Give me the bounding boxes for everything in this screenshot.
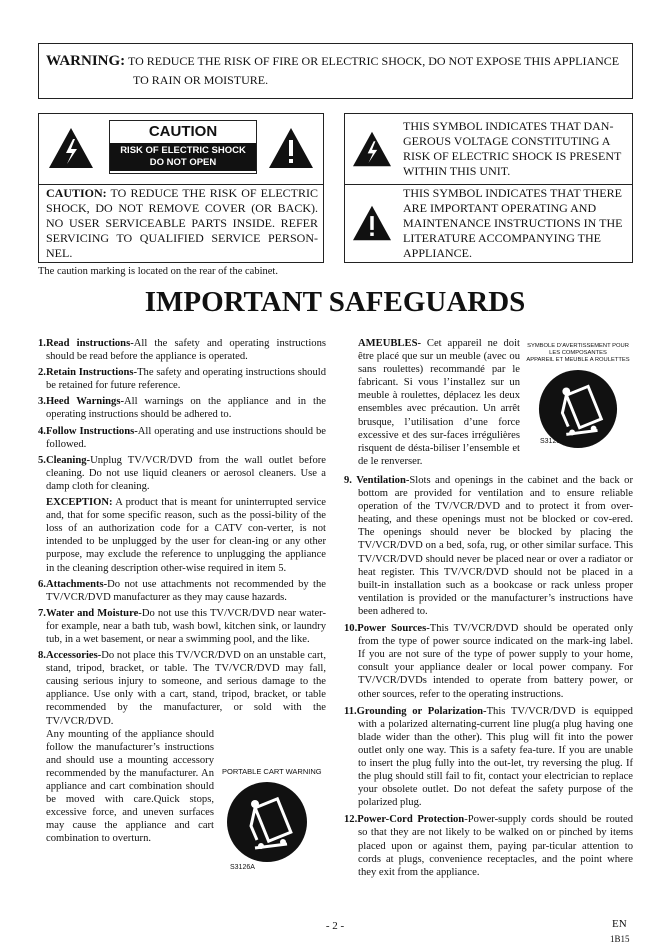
exclaim-symbol-text: THIS SYMBOL INDICATES THAT THERE ARE IMPORTANT OPERATING AND MAINTENANCE INSTRUCTIONS IN THE LITERATURE ACCOMPANYING THE APPLIANCE. (403, 186, 623, 260)
model-code: 1B15 (610, 934, 630, 944)
item-8-text: Do not place this TV/VCR/DVD on an unstable cart, stand, tripod, bracket, or table. The TV/VCR/DVD may fall, causing serious injury to someone, and serious damage to the appliance. Use only with a cart, stand, tripod, bracket, or table recommended by the manufacturer, or sold with the TV/VCR/DVD. (46, 650, 326, 727)
safeguard-item-head: 6.Attachments- (38, 578, 108, 590)
french-symbol-label-3: APPAREIL ET MEUBLE A ROULETTES (526, 357, 630, 363)
warning-text-line2: TO RAIN OR MOISTURE. (133, 73, 269, 87)
caution-subtitle-band (110, 143, 256, 171)
caution-title: CAUTION (148, 123, 218, 140)
safeguard-item-text: This TV/VCR/DVD should be operated only from the type of power source indicated on the mark-ing label. If you are not sure of the type of power supply to your home, consult your appliance dealer or local power company. For TV/VCR/DVDs intended to operate from battery power, or other sources, refer to the operating instructions. (358, 623, 633, 700)
caution-marking-note: The caution marking is located on the rear of the cabinet. (38, 266, 278, 277)
exclamation-symbol-icon (351, 204, 393, 242)
lightning-bolt-symbol-icon (351, 130, 393, 168)
item-8-head: 8.Accessories- (38, 650, 102, 662)
page-title: IMPORTANT SAFEGUARDS (144, 286, 526, 318)
safeguard-item-text: All the safety and operating instructions should be read before the appliance is operated. (46, 338, 326, 363)
safeguard-item-9 (344, 474, 633, 618)
bolt-symbol-text: THIS SYMBOL INDICATES THAT DAN-GEROUS VOLTAGE CONSTITUTING A RISK OF ELECTRIC SHOCK IS PRESENT WITHIN THIS UNIT. (403, 119, 622, 178)
safeguard-item-12 (344, 813, 633, 878)
caution-box (38, 113, 324, 263)
warning-box (38, 43, 633, 99)
safeguard-item-5 (38, 454, 326, 493)
exception-text: A product that is meant for uninterrupted service and, that for some specific reason, such as the possi-bility of the loss of an authorization code for a CATV con-verter, is not intended to be unplugged by the user for clean-ing or any other purpose, may exclude the reference to unplugging the appliance in the cleaning description other-wise required in item 5. (46, 497, 326, 574)
safeguard-item-head: 9. Ventilation- (344, 475, 410, 486)
french-head: AMEUBLES- (358, 338, 421, 349)
caution-label-box (109, 120, 257, 174)
safeguard-item-text: All warnings on the appliance and in the operating instructions should be adhered to. (46, 396, 326, 421)
safeguard-item-head: 7.Water and Moisture- (38, 607, 142, 619)
french-paragraph (358, 337, 520, 468)
safeguard-item-10 (344, 622, 633, 701)
french-symbol-label (522, 343, 634, 364)
safeguard-item-head: 1.Read instructions- (38, 338, 134, 349)
safeguard-item-text: Do not use attachments not recommended by the TV/VCR/DVD manufacturer as they may cause hazards. (46, 578, 326, 603)
caution-text: TO REDUCE THE RISK OF ELECTRIC SHOCK, DO NOT REMOVE COVER (OR BACK). NO USER SERVICEABLE PARTS INSIDE. REFER SERVICING TO QUALIFIED SERVICE PERSON-NEL. (46, 186, 318, 260)
french-symbol-label-1: SYMBOLE D’AVERTISSEMENT POUR (527, 343, 629, 349)
lightning-bolt-warning-icon (47, 126, 95, 170)
safeguard-item-4 (38, 425, 326, 451)
safeguard-item-text: All operating and use instructions should be followed. (46, 425, 326, 450)
safeguard-item-text: Do not use this TV/VCR/DVD near water-for example, near a bath tub, wash bowl, kitchen sink, or laundry tub, in a wet basement, or near a swimming pool, and the like. (46, 607, 326, 645)
safeguard-item-1 (38, 337, 326, 363)
french-symbol-label-2: LES COMPOSANTES (549, 350, 607, 356)
right-column (344, 474, 633, 883)
caution-header (39, 114, 323, 185)
safeguard-item-text: Unplug TV/VCR/DVD from the wall outlet before cleaning. Do not use liquid cleaners or aerosol cleaners. Use a damp cloth for cleaning. (46, 454, 326, 492)
warning-label: WARNING: (46, 53, 126, 69)
item-8-narrow-text: Any mounting of the appliance should follow the manufacturer’s instructions and should use a mounting accessory recommended by the manufacturer. An appliance and cart combination should be moved with care.Quick stops, excessive force, and uneven surfaces may cause the appliance and cart combination to overturn. (46, 728, 214, 845)
safeguard-item-text: The safety and operating instructions should be retained for future reference. (46, 367, 326, 392)
safeguard-item-head: 11.Grounding or Polarization- (344, 705, 487, 717)
caution-subtitle-2: DO NOT OPEN (149, 157, 217, 168)
safeguard-item-7 (38, 607, 326, 646)
page-number: - 2 - (325, 920, 345, 932)
exclamation-warning-icon (267, 126, 315, 170)
symbols-box (344, 113, 633, 263)
caution-text-label: CAUTION: (46, 186, 107, 200)
safeguard-item-head: 3.Heed Warnings- (38, 396, 124, 408)
language-code: EN (612, 918, 627, 930)
portable-cart-warning-label: PORTABLE CART WARNING (222, 767, 322, 776)
safeguard-item-text: This TV/VCR/DVD is equipped with a polarized alternating-current line plug(a plug having one blade wider than the other). This plug will fit into the power outlet only one way. This is a safety fea-ture. If you are unable to insert the plug fully into the out-let, try reversing the plug. If the plug should still fail to fit, contact your electrician to replace your obsolete outlet. Do not defeat the safety purpose of the polarized plug. (358, 705, 633, 809)
safeguard-item-head: 12.Power-Cord Protection (344, 814, 465, 826)
safeguard-item-text: -Power-supply cords should be routed so that they are not likely to be walked on or pinched by items placed upon or against them, paying par-ticular attention to cords at plugs, convenience receptacles, and the point where they exit from the appliance. (358, 814, 633, 878)
warning-text-line1: TO REDUCE THE RISK OF FIRE OR ELECTRIC SHOCK, DO NOT EXPOSE THIS APPLIANCE (127, 54, 620, 68)
french-text: Cet appareil ne doit être placé que sur un meuble (avec ou sans roulettes) recommandé par le fabricant. Si vous l’installez sur un meuble à roulettes, déplacez les deux ensembles avec précaution. Un arrêt brusque, l’utilisation d’une force excessive et des sur-faces irrégulières risquent de désta-biliser l’ensemble et de le renverser. (358, 338, 520, 467)
safeguard-item-text: Slots and openings in the cabinet and the back or bottom are provided for ventilation and to ensure reliable operation of the TV/VCR/DVD and to protect it from over-heating, and these openings must not be blocked or cov-ered. The openings should never be blocked by placing the TV/VCR/DVD on a bed, sofa, rug, or other similar surface. This TV/VCR/DVD should never be placed near or over a radiator or heat register. This TV/VCR/DVD should not be placed in a built-in installation such as a bookcase or rack unless proper ventilation is provided or the manufacturer’s instructions have been adhered to. (358, 475, 633, 617)
safeguard-item-3 (38, 395, 326, 421)
safeguard-item-6 (38, 578, 326, 604)
safeguard-item-head: 4.Follow Instructions- (38, 425, 138, 437)
safeguard-item-2 (38, 366, 326, 392)
cart-symbol-code: S3125A (540, 438, 565, 445)
safeguard-item-11 (344, 705, 633, 810)
caution-subtitle-1: RISK OF ELECTRIC SHOCK (120, 145, 246, 156)
portable-cart-warning-icon (225, 780, 309, 864)
exception-paragraph (46, 496, 326, 575)
safeguard-item-head: 10.Power Sources- (344, 623, 430, 635)
portable-cart-code: S3126A (230, 864, 255, 871)
exception-label: EXCEPTION: (46, 497, 113, 509)
safeguard-item-head: 2.Retain Instructions- (38, 367, 138, 379)
safeguard-item-8 (38, 649, 326, 728)
safeguard-item-head: 5.Cleaning- (38, 454, 91, 466)
